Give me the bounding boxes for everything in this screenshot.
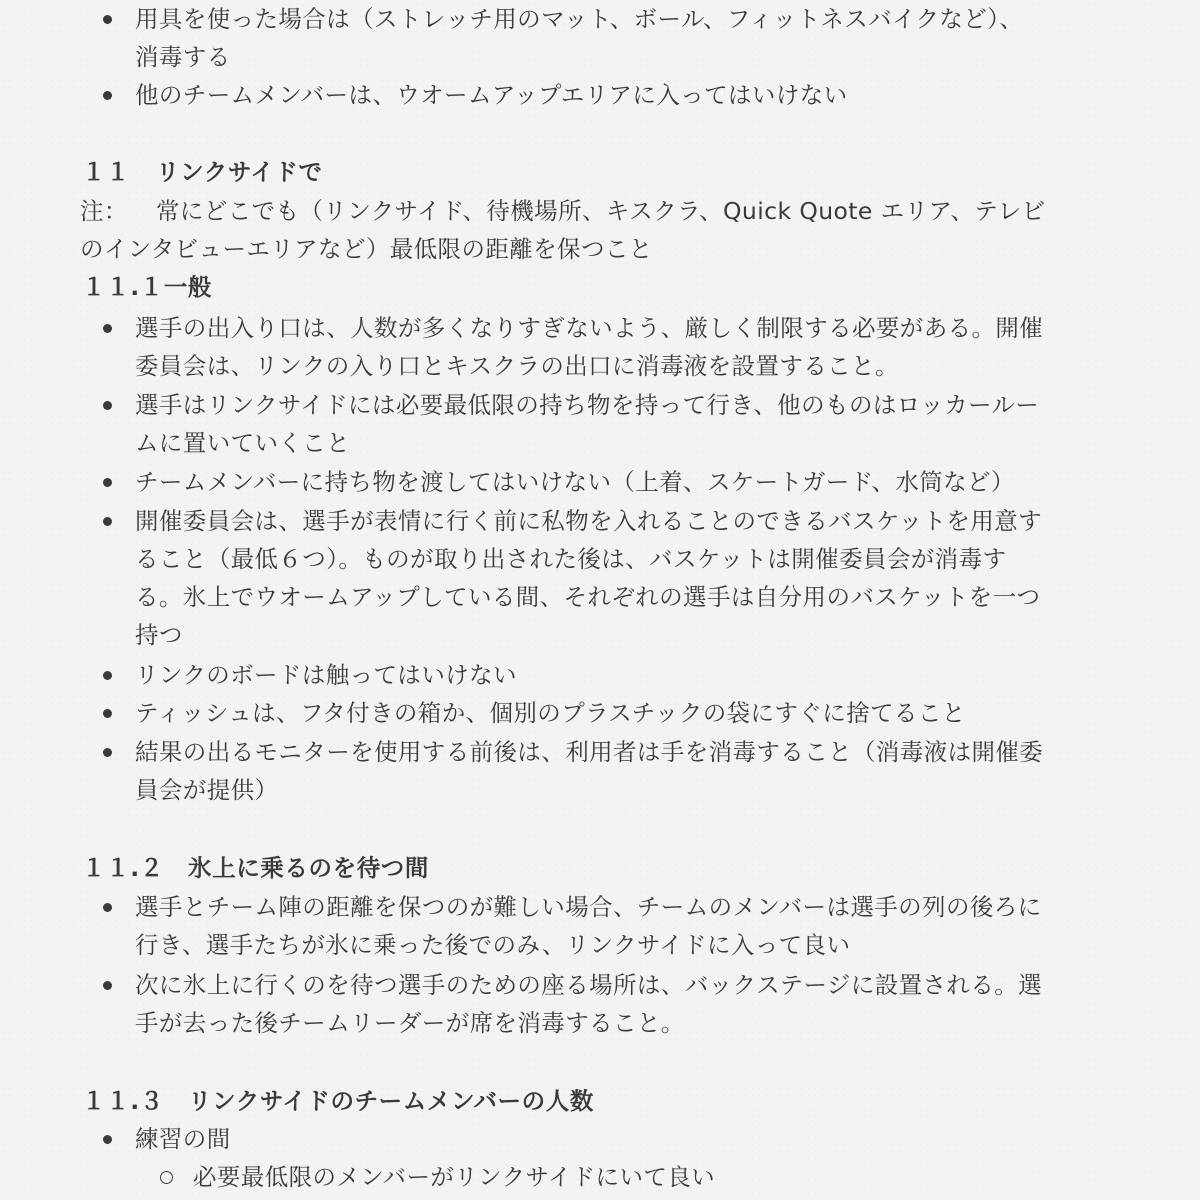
list-item-line: 持つ [135,621,183,649]
subsection-title: 氷上に乗るのを待つ間 [188,854,429,882]
subsection-heading: １１.１一般 [82,273,213,301]
bullet-icon [103,671,112,680]
list-item-line: 結果の出るモニターを使用する前後は、利用者は手を消毒すること（消毒液は開催委 [135,738,1044,766]
bullet-icon [103,748,112,757]
list-item-line: 他のチームメンバーは、ウオームアップエリアに入ってはいけない [135,81,848,109]
bullet-icon [103,478,112,487]
list-item-line: 選手の出入り口は、人数が多くなりすぎないよう、厳しく制限する必要がある。開催 [135,314,1044,342]
list-item-line: 次に氷上に行くのを待つ選手のための座る場所は、バックステージに設置される。選 [135,971,1043,999]
list-item-line: 行き、選手たちが氷に乗った後でのみ、リンクサイドに入って良い [135,931,851,959]
bullet-icon [103,1135,112,1144]
list-item-line: 消毒する [135,43,231,71]
section-title: リンクサイドで [156,158,323,186]
list-item-line: リンクのボードは触ってはいけない [135,661,517,689]
list-item-line: る。氷上でウオームアップしている間、それぞれの選手は自分用のバスケットを一つ [135,583,1041,611]
section-number: １１ [82,158,131,186]
subsection-number: １１.３ [82,1087,164,1115]
list-item-line: ティッシュは、フタ付きの箱か、個別のプラスチックの袋にすぐに捨てること [135,699,966,727]
list-item-line: 選手とチーム陣の距離を保つのが難しい場合、チームのメンバーは選手の列の後ろに [135,893,1042,921]
subsection-heading [82,1082,594,1120]
list-item-line: ること（最低６つ）。ものが取り出された後は、バスケットは開催委員会が消毒す [135,545,1007,573]
list-item-line: 選手はリンクサイドには必要最低限の持ち物を持って行き、他のものはロッカールー [135,391,1040,419]
sub-list-item-line: 必要最低限のメンバーがリンクサイドにいて良い [193,1163,716,1191]
bullet-icon [103,903,112,912]
list-item-line: ムに置いていくこと [135,429,351,457]
list-item-line: チームメンバーに持ち物を渡してはいけない（上着、スケートガード、水筒など） [135,468,1015,496]
list-item-line: 開催委員会は、選手が表情に行く前に私物を入れることのできるバスケットを用意す [135,507,1043,535]
list-item-line: 用具を使った場合は（ストレッチ用のマット、ボール、フィットネスバイクなど）、 [135,5,1024,33]
note-line: 常にどこでも（リンクサイド、待機場所、キスクラ、Quick Quote エリア、テレビ [156,197,1046,225]
note-label: 注： [80,197,128,225]
bullet-icon [103,15,112,24]
bullet-icon [103,401,112,410]
subsection-title: リンクサイドのチームメンバーの人数 [188,1087,594,1115]
bullet-icon [103,91,112,100]
bullet-icon [103,324,112,333]
list-item-line: 員会が提供） [135,776,279,804]
note-line: のインタビューエリアなど）最低限の距離を保つこと [80,235,653,263]
bullet-icon [103,517,112,526]
bullet-icon [103,709,112,718]
bullet-icon [103,981,112,990]
subsection-number: １１.２ [82,854,164,882]
list-item-line: 委員会は、リンクの入り口とキスクラの出口に消毒液を設置すること。 [135,352,899,380]
list-item-line: 練習の間 [135,1125,231,1153]
list-item-line: 手が去った後チームリーダーが席を消毒すること。 [135,1009,685,1037]
subsection-heading [82,849,429,887]
section-heading [82,153,323,191]
hollow-bullet-icon [160,1171,173,1184]
